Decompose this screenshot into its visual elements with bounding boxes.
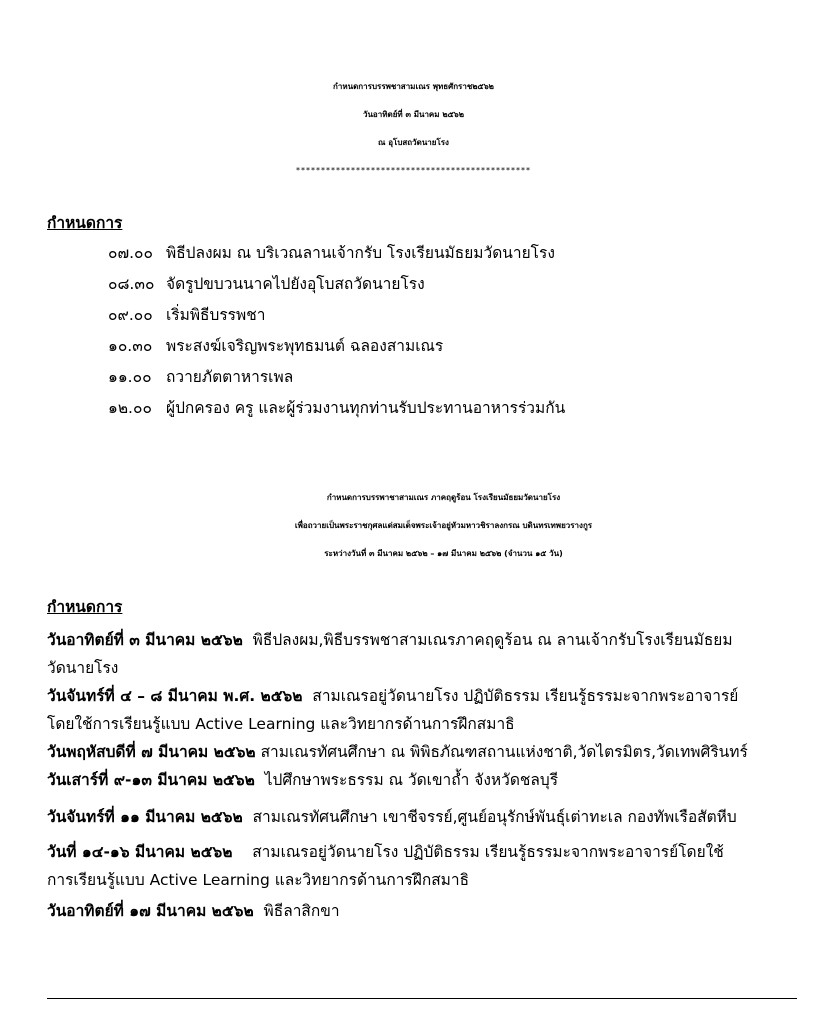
schedule-text: ถวายภัตตาหารเพล — [166, 368, 294, 386]
program-entry — [47, 806, 737, 828]
schedule-time: ๑๐.๓๐ — [108, 337, 153, 355]
entry-text: สามเณรอยู่วัดนายโรง ปฏิบัติธรรม เรียนรู้ธรรมะจากพระอาจารย์ — [312, 687, 739, 705]
entry-date: วันอาทิตย์ที่ ๓ มีนาคม ๒๕๖๒ — [47, 631, 243, 649]
schedule-time: ๐๙.๐๐ — [108, 306, 153, 324]
entry-date: วันจันทร์ที่ ๔ – ๘ มีนาคม พ.ศ. ๒๕๖๒ — [47, 687, 303, 705]
schedule-text: พระสงฆ์เจริญพระพุทธมนต์ ฉลองสามเณร — [166, 337, 444, 355]
schedule-time: ๐๘.๓๐ — [108, 275, 155, 293]
schedule-heading-2: กำหนดการ — [47, 598, 123, 616]
schedule-row — [108, 335, 443, 357]
entry-text: สามเณรอยู่วัดนายโรง ปฏิบัติธรรม เรียนรู้ธรรมะจากพระอาจารย์โดยใช้ — [252, 843, 724, 861]
entry-continuation: วัดนายโรง — [47, 659, 119, 677]
schedule-text: พิธีปลงผม ณ บริเวณลานเจ้ากรับ โรงเรียนมัธยมวัดนายโรง — [166, 244, 555, 262]
schedule-row — [108, 397, 565, 419]
entry-date: วันเสาร์ที่ ๙-๑๓ มีนาคม ๒๕๖๒ — [47, 771, 255, 789]
ordination-date: วันอาทิตย์ที่ ๓ มีนาคม ๒๕๖๒ — [362, 110, 465, 119]
entry-text: ไปศึกษาพระธรรม ณ วัดเขาถ้ำ จังหวัดชลบุรี — [264, 771, 559, 789]
program-entry — [47, 685, 738, 707]
entry-text: พิธีปลงผม,พิธีบรรพชาสามเณรภาคฤดูร้อน ณ ลานเจ้ากรับโรงเรียนมัธยม — [252, 631, 733, 649]
star-divider: *********************************************** — [296, 166, 531, 175]
program-entry — [47, 769, 558, 791]
program-entry — [47, 900, 340, 922]
schedule-row — [108, 273, 425, 295]
entry-date: วันที่ ๑๔-๑๖ มีนาคม ๒๕๖๒ — [47, 843, 233, 861]
ordination-venue: ณ อุโบสถวัดนายโรง — [378, 138, 449, 147]
schedule-time: ๑๑.๐๐ — [108, 368, 152, 386]
entry-continuation: การเรียนรู้แบบ Active Learning และวิทยากรด้านการฝึกสมาธิ — [47, 871, 470, 889]
program-entry — [47, 629, 733, 651]
entry-text: สามเณรทัศนศึกษา ณ พิพิธภัณฑสถานแห่งชาติ,วัดไตรมิตร,วัดเทพศิรินทร์ — [260, 743, 748, 761]
schedule-text: ผู้ปกครอง ครู และผู้ร่วมงานทุกท่านรับประทานอาหารร่วมกัน — [166, 399, 566, 417]
entry-date: วันจันทร์ที่ ๑๑ มีนาคม ๒๕๖๒ — [47, 808, 243, 826]
program-entry — [47, 841, 724, 863]
summer-program-dedication: เพื่อถวายเป็นพระราชกุศลแด่สมเด็จพระเจ้าอยู่หัวมหาวชิราลงกรณ บดินทรเทพยวรางกูร — [294, 521, 593, 530]
entry-text: สามเณรทัศนศึกษา เขาชีจรรย์,ศูนย์อนุรักษ์พันธุ์เต่าทะเล กองทัพเรือสัตหีบ — [252, 808, 737, 826]
entry-date: วันพฤหัสบดีที่ ๗ มีนาคม ๒๕๖๒ — [47, 743, 256, 761]
ordination-title: กำหนดการบรรพชาสามเณร พุทธศักราช๒๕๖๒ — [333, 82, 494, 91]
schedule-time: ๐๗.๐๐ — [108, 244, 153, 262]
schedule-heading-1: กำหนดการ — [47, 214, 123, 232]
entry-text: พิธีลาสิกขา — [263, 902, 340, 920]
summer-program-period: ระหว่างวันที่ ๓ มีนาคม ๒๕๖๒ – ๑๗ มีนาคม ๒๕๖๒ (จำนวน ๑๕ วัน) — [324, 549, 563, 558]
schedule-row — [108, 242, 555, 264]
entry-date: วันอาทิตย์ที่ ๑๗ มีนาคม ๒๕๖๒ — [47, 902, 254, 920]
summer-program-title: กำหนดการบรรพาชาสามเณร ภาคฤดูร้อน โรงเรียนมัธยมวัดนายโรง — [326, 493, 561, 502]
schedule-row — [108, 366, 293, 388]
schedule-text: จัดรูปขบวนนาคไปยังอุโบสถวัดนายโรง — [166, 275, 425, 293]
schedule-time: ๑๒.๐๐ — [108, 399, 152, 417]
bottom-divider — [47, 998, 797, 999]
program-entry — [47, 741, 748, 763]
schedule-row — [108, 304, 265, 326]
schedule-text: เริ่มพิธีบรรพชา — [166, 306, 266, 324]
entry-continuation: โดยใช้การเรียนรู้แบบ Active Learning และวิทยากรด้านการฝึกสมาธิ — [47, 715, 515, 733]
